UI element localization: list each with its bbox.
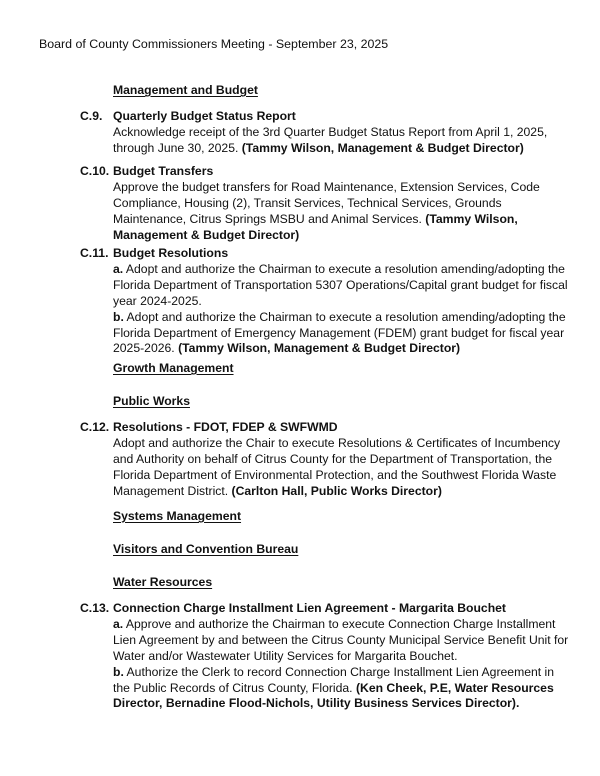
- item-body: [113, 164, 573, 244]
- subitem-label: a.: [113, 261, 124, 276]
- item-title: Budget Transfers: [113, 164, 214, 178]
- item-text-line: [113, 681, 573, 697]
- section-heading-systems-management: Systems Management: [113, 509, 242, 523]
- subitem-label: b.: [113, 309, 124, 324]
- item-number: C.13.: [80, 601, 110, 615]
- item-body: [113, 420, 573, 500]
- item-title: Resolutions - FDOT, FDEP & SWFWMD: [113, 420, 338, 434]
- item-text-line: and Authority on behalf of Citrus County for the Department of Transportation, the: [113, 451, 552, 466]
- item-text-line: Acknowledge receipt of the 3rd Quarter Budget Status Report from April 1, 2025,: [113, 124, 548, 139]
- section-heading-public-works: Public Works: [113, 394, 190, 408]
- item-text-line: [113, 665, 573, 681]
- item-text-line: [113, 617, 573, 633]
- item-text: Management District.: [113, 483, 232, 498]
- item-body: [113, 601, 573, 712]
- item-presenter: (Carlton Hall, Public Works Director): [231, 483, 442, 498]
- section-heading-water-resources: Water Resources: [113, 575, 213, 589]
- section-heading-management-budget: Management and Budget: [113, 83, 258, 97]
- item-text: 2025-2026.: [113, 341, 179, 356]
- item-text: Adopt and authorize the Chairman to execute a resolution amending/adopting the: [123, 261, 565, 276]
- item-text-line: Approve the budget transfers for Road Maintenance, Extension Services, Code: [113, 179, 540, 194]
- item-presenter: (Tammy Wilson, Management & Budget Director): [241, 140, 524, 155]
- item-text-line: Lien Agreement by and between the Citrus County Municipal Service Benefit Unit for: [113, 632, 569, 647]
- item-presenter: (Ken Cheek, P.E, Water Resources: [355, 680, 554, 695]
- item-number: C.12.: [80, 420, 110, 434]
- item-presenter: (Tammy Wilson, Management & Budget Director): [178, 341, 461, 356]
- item-text-line: Florida Department of Transportation 5307 Operations/Capital grant budget for fiscal: [113, 277, 568, 292]
- item-number: C.9.: [80, 109, 103, 123]
- item-presenter: Director, Bernadine Flood-Nichols, Utility Business Services Director).: [113, 696, 520, 711]
- item-text-line: Florida Department of Environmental Protection, and the Southwest Florida Waste: [113, 467, 557, 482]
- item-title: Quarterly Budget Status Report: [113, 109, 296, 123]
- page-header: Board of County Commissioners Meeting - September 23, 2025: [39, 37, 389, 51]
- item-text-line: Compliance, Housing (2), Transit Services, Technical Services, Grounds: [113, 195, 502, 210]
- item-text-line: Adopt and authorize the Chair to execute Resolutions & Certificates of Incumbency: [113, 435, 561, 450]
- item-text-line: [113, 310, 573, 326]
- item-number: C.11.: [80, 246, 109, 260]
- item-text-line: Water and/or Wastewater Utility Services for Margarita Bouchet.: [113, 648, 458, 663]
- subitem-label: b.: [113, 664, 124, 679]
- item-text: the Public Records of Citrus County, Florida.: [113, 680, 356, 695]
- item-text-line: year 2024-2025.: [113, 293, 202, 308]
- item-text: Authorize the Clerk to record Connection Charge Installment Lien Agreement in: [123, 664, 555, 679]
- section-heading-growth-management: Growth Management: [113, 361, 234, 375]
- item-body: [113, 109, 573, 157]
- item-text: Approve and authorize the Chairman to execute Connection Charge Installment: [123, 616, 556, 631]
- item-text-line: [113, 212, 573, 228]
- item-text-line: Florida Department of Emergency Management (FDEM) grant budget for fiscal year: [113, 325, 565, 340]
- item-presenter: (Tammy Wilson,: [425, 211, 518, 226]
- item-body: [113, 246, 573, 357]
- item-text: Adopt and authorize the Chairman to execute a resolution amending/adopting the: [123, 309, 566, 324]
- item-text-line: [113, 141, 573, 157]
- item-title: Connection Charge Installment Lien Agreement - Margarita Bouchet: [113, 601, 506, 615]
- item-presenter: Management & Budget Director): [113, 227, 300, 242]
- item-text-line: [113, 484, 573, 500]
- item-title: Budget Resolutions: [113, 246, 229, 260]
- subitem-label: a.: [113, 616, 124, 631]
- item-text: Maintenance, Citrus Springs MSBU and Animal Services.: [113, 211, 426, 226]
- item-text-line: [113, 341, 573, 357]
- item-text-line: [113, 262, 573, 278]
- item-text: through June 30, 2025.: [113, 140, 242, 155]
- item-number: C.10.: [80, 164, 110, 178]
- section-heading-visitors-bureau: Visitors and Convention Bureau: [113, 542, 299, 556]
